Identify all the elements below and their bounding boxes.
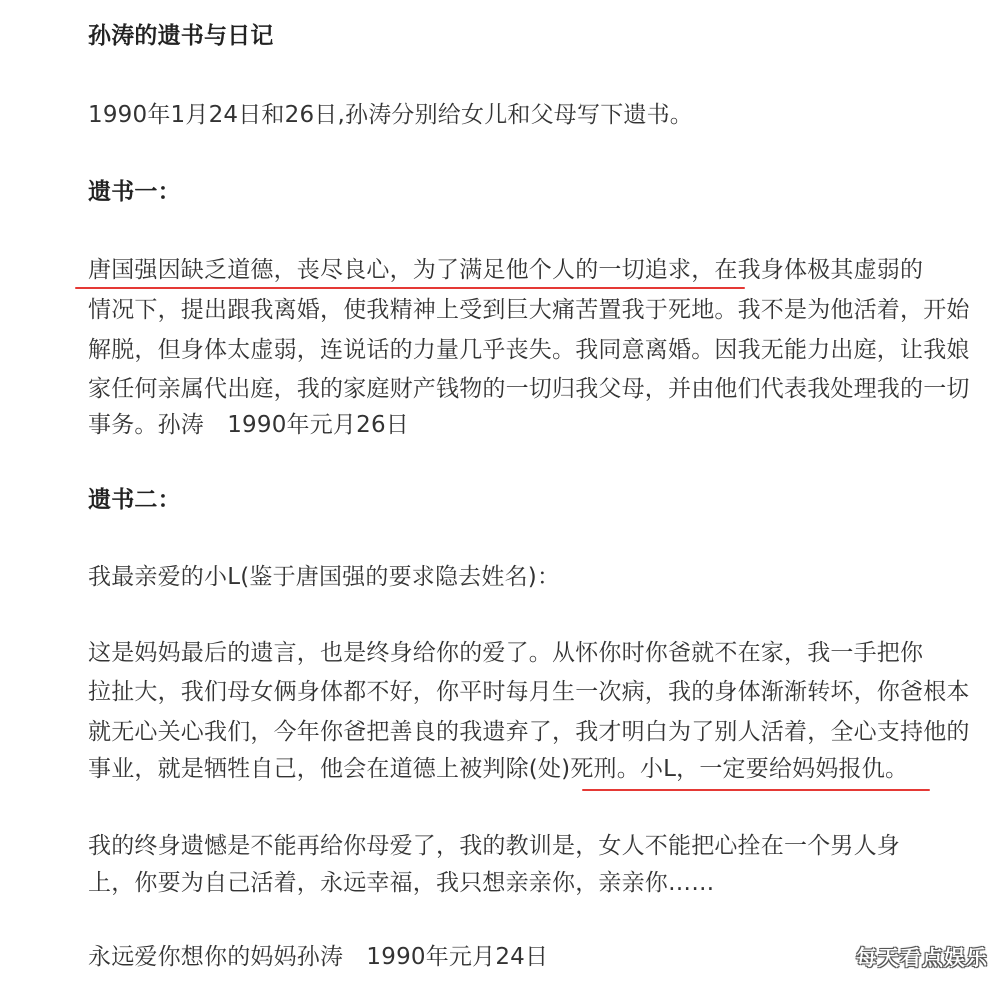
letter1-line: 家任何亲属代出庭，我的家庭财产钱物的一切归我父母，并由他们代表我处理我的一切 [88,376,970,402]
letter1-line: 事务。孙涛 1990年元月26日 [88,412,409,438]
letter1-line: 情况下，提出跟我离婚，使我精神上受到巨大痛苦置我于死地。我不是为他活着，开始 [88,297,970,323]
letter2-line: 拉扯大，我们母女俩身体都不好，你平时每月生一次病，我的身体渐渐转坏，你爸根本 [88,679,970,705]
letter2-signature: 永远爱你想你的妈妈孙涛 1990年元月24日 [88,944,549,970]
document-title: 孙涛的遗书与日记 [88,23,274,49]
letter2-heading: 遗书二： [88,487,181,513]
highlight-underline [75,287,745,289]
letter1-line: 解脱，但身体太虚弱，连说话的力量几乎丧失。我同意离婚。因我无能力出庭，让我娘 [88,337,970,363]
letter1-line: 唐国强因缺乏道德，丧尽良心，为了满足他个人的一切追求，在我身体极其虚弱的 [88,257,924,283]
letter2-line: 我的终身遗憾是不能再给你母爱了，我的教训是，女人不能把心拴在一个男人身 [88,833,900,859]
letter2-line: 事业，就是牺牲自己，他会在道德上被判除(处)死刑。小L，一定要给妈妈报仇。 [88,756,909,782]
letter1-heading: 遗书一： [88,179,181,205]
letter2-greeting: 我最亲爱的小L(鉴于唐国强的要求隐去姓名)： [88,564,561,590]
letter2-line: 这是妈妈最后的遗言，也是终身给你的爱了。从怀你时你爸就不在家，我一手把你 [88,640,924,666]
watermark-logo: 每天看点娱乐 [856,946,988,970]
intro-paragraph: 1990年1月24日和26日,孙涛分别给女儿和父母写下遗书。 [88,102,694,128]
letter2-line: 上，你要为自己活着，永远幸福，我只想亲亲你，亲亲你…… [88,870,715,896]
highlight-underline [582,789,930,791]
letter2-line: 就无心关心我们，今年你爸把善良的我遗弃了，我才明白为了别人活着，全心支持他的 [88,719,970,745]
